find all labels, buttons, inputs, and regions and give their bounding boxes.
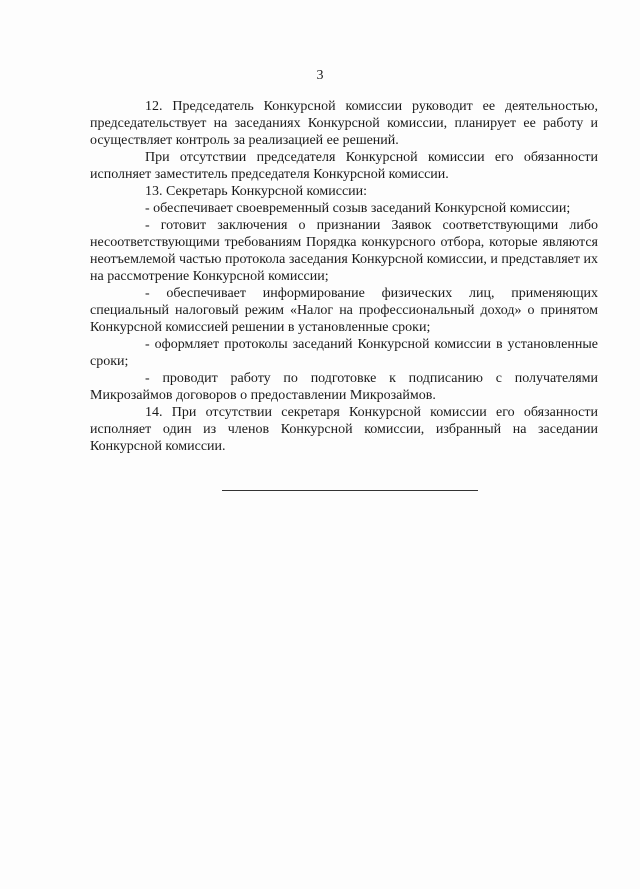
paragraph-14: 14. При отсутствии секретаря Конкурсной комиссии его обязанности исполняет один из членов Конкурсной комиссии, избранный на заседании Конкурсной комиссии. (90, 405, 598, 454)
end-divider-line (222, 490, 478, 491)
paragraph-12: 12. Председатель Конкурсной комиссии руководит ее деятельностью, председательствует на заседаниях Конкурсной комиссии, планирует ее работу и осуществляет контроль за реализацией ее решений. (90, 99, 598, 148)
list-item-informing: - обеспечивает информирование физических лиц, применяющих специальный налоговый режим «Налог на профессиональный доход» о принятом Конкурсной комиссией решении в установленные сроки; (90, 286, 598, 335)
paragraph-13-heading: 13. Секретарь Конкурсной комиссии: (145, 184, 368, 199)
list-item-conclusions: - готовит заключения о признании Заявок соответствующими либо несоответствующими требованиям Порядка конкурсного отбора, которые являются неотъемлемой частью протокола заседания Конкурсной комиссии, и представляет их на рассмотрение Конкурсной комиссии; (90, 218, 598, 284)
list-item-protocols: - оформляет протоколы заседаний Конкурсной комиссии в установленные сроки; (90, 337, 598, 369)
document-body (90, 98, 598, 455)
list-item-convening: - обеспечивает своевременный созыв заседаний Конкурсной комиссии; (145, 201, 571, 216)
page-number: 3 (316, 68, 324, 83)
paragraph-chair-absence: При отсутствии председателя Конкурсной комиссии его обязанности исполняет заместитель председателя Конкурсной комиссии. (90, 150, 598, 182)
list-item-contracts: - проводит работу по подготовке к подписанию с получателями Микрозаймов договоров о предоставлении Микрозаймов. (90, 371, 598, 403)
